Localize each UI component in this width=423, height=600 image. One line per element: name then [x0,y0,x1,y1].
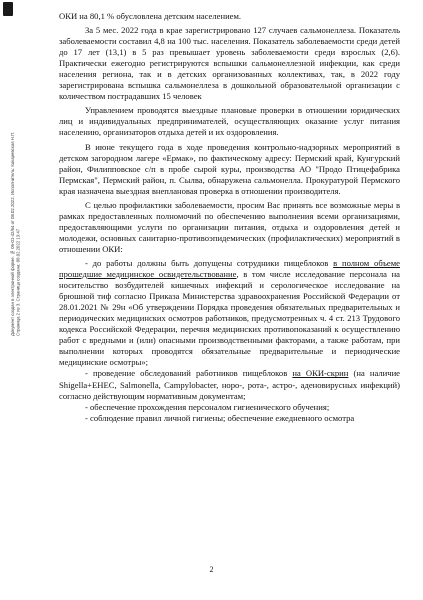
underlined-oki-screen: на ОКИ-скрин [292,368,349,379]
list-item-personal-hygiene: - соблюдение правил личной гигиены; обеспечение ежедневного осмотра [85,412,355,423]
stamp-line-2: Страница 2 из 3. Страница создана: 08.02.2022 13:47 [15,228,21,336]
list-item-oki-screen-pre: - проведение обследований работников пищеблоков [85,368,293,379]
list-item-medical-exam-post: , в том числе исследование персонала на носительство возбудителей кишечных инфекций и серологическое исследование на брюшной тиф согласно Приказа Министерства здравоохранения Российской Федерации от 28.01.2021 № 29н «Об утверждении Порядка проведения обязательных предварительных и периодических медицинских осмотров работников, предусмотренных ч. 4 ст. 213 Трудового кодекса Российской Федерации, перечня медицинских противопоказаний к осуществлению работ с вредными и (или) опасными производственными факторами, а также работам, при выполнении которых проводятся обязательные предварительные и периодические медицинские осмотры»; [59,269,400,368]
paragraph-prevention-request: С целью профилактики заболеваемости, просим Вас принять все возможные меры в рамках предоставленных полномочий по обеспечению выполнения всеми организациями, предоставляющими услуги по организации питания, отдыха и оздоровления детей и молодежи, основных санитарно-противоэпидемических (профилактических) мероприятий в отношении ОКИ: [59,199,400,254]
list-item-oki-screen [59,368,400,401]
underlined-medical-exam: в полном объеме прошедшие медицинское освидетельствование [59,257,400,280]
list-item-oki-screen-post: (на наличие Shigella+EHEC, Salmonella, Campylobacter, норо-, рота-, астро-, аденовирусных инфекций) согласно действующим нормативным документам; [59,368,400,401]
stamp-line-1: Документ создан в электронной форме. № 06-01-42/64 от 08.02.2022. Исполнитель: Кокаревская Н.П. [10,131,15,336]
page-number: 2 [209,565,214,574]
paragraph-ermak-camp: В июне текущего года в ходе проведения контрольно-надзорных мероприятий в детском загородном лагере «Ермак», по фактическому адресу: Пермский край, Кунгурский район, Филипповское с/п в пробе сырой куры, производства АО "Продо Птицефабрика Пермская", Пермский район, п. Сылва, обнаружена сальмонелла. Прокуратурой Пермского края назначена выездная внеплановая проверка в отношении производителя. [59,141,400,196]
list-item-medical-exam [59,258,400,368]
paragraph-planned-inspections: Управлением проводятся выездные плановые проверки в отношении юридических лиц и индивидуальных предпринимателей, осуществляющих оказание услуг питания населению, организаторов отдыха детей и их оздоровления. [59,105,400,138]
letter-body [59,11,400,424]
paragraph-oki-share: ОКИ на 80,1 % обусловлена детским населением. [59,11,242,21]
list-item-medical-exam-pre: - до работы должны быть допущены сотрудники пищеблоков [85,257,334,268]
electronic-signature-stamp [10,6,22,336]
list-item-hygiene-training: - обеспечение прохождения персоналом гигиенического обучения; [85,401,330,412]
paragraph-salmonellosis-stats: За 5 мес. 2022 года в крае зарегистрировано 127 случаев сальмонеллеза. Показатель заболеваемости составил 4,8 на 100 тыс. населения. Показатель заболеваемости среди детей до 17 лет (13,1) в 5 раз превышает уровень заболеваемости среди взрослых (2,6). Практически ежегодно регистрируются вспышки сальмонеллезной инфекции, как среди населения региона, так и в детских организованных коллективах, так, в 2022 году зарегистрирована вспышка сальмонеллеза в дошкольной образовательной организации с количеством пострадавших 15 человек [59,25,400,102]
